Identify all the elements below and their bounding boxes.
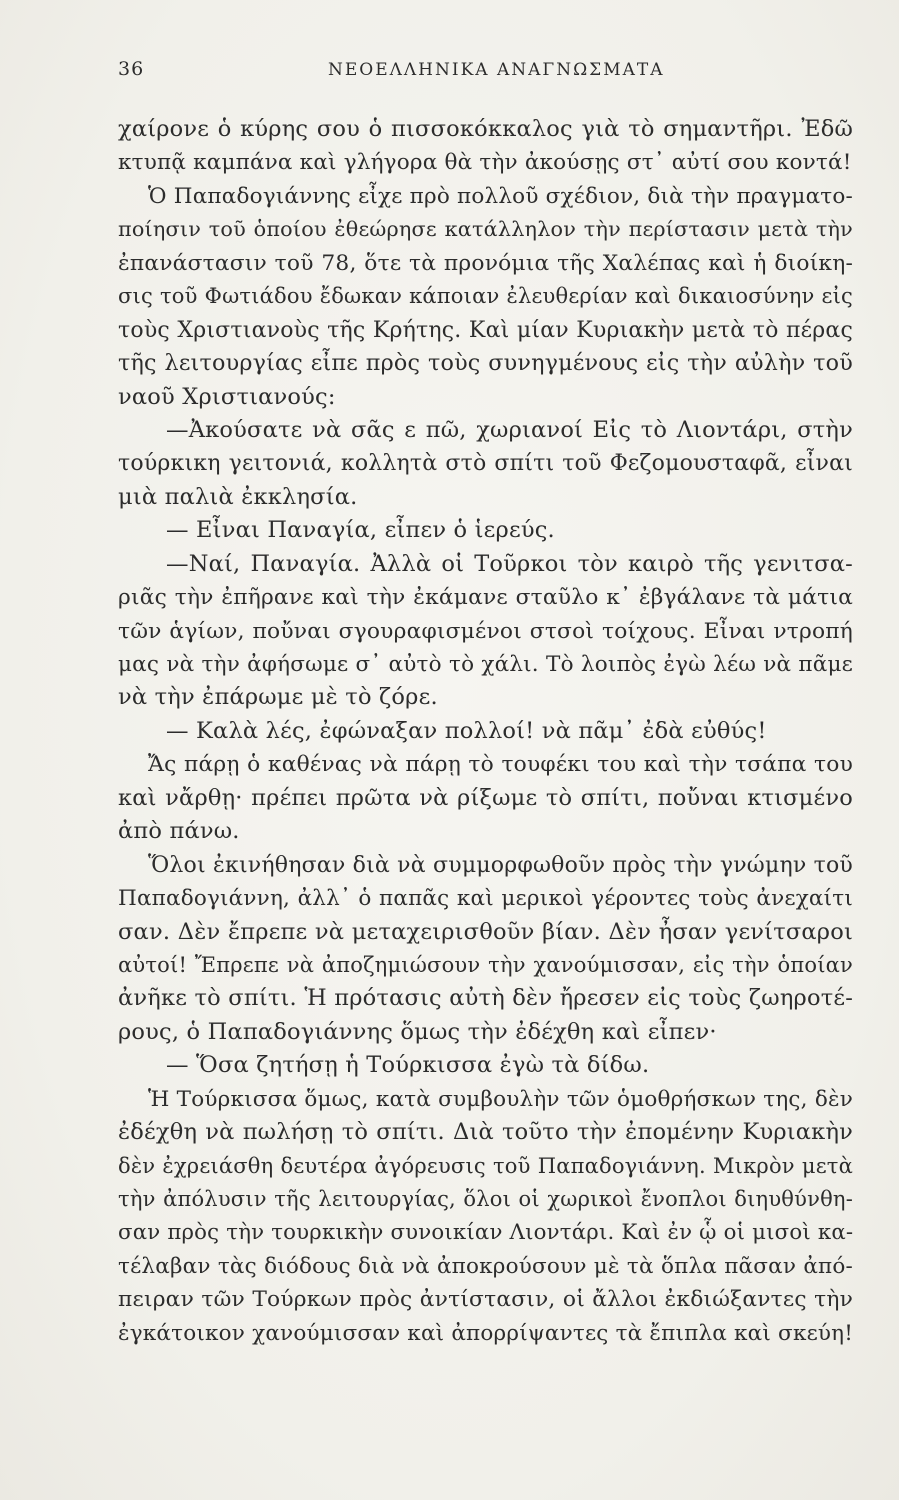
page-header xyxy=(118,58,839,88)
text-line: ἀπὸ πάνω. xyxy=(118,818,240,845)
text-line: αὐτοί! Ἔπρεπε νὰ ἀποζημιώσουν τὴν χανούμισσαν, εἰς τὴν ὁποίαν xyxy=(118,952,853,977)
text-line: ρους, ὁ Παπαδογιάννης ὅμως τὴν ἐδέχθη καὶ εἶπεν· xyxy=(118,1018,717,1045)
text-line: τῆς λειτουργίας εἶπε πρὸς τοὺς συνηγμένους εἰς τὴν αὐλὴν τοῦ xyxy=(118,350,853,377)
text-line: —Ἀκούσατε νὰ σᾶς ε πῶ, χωριανοί Εἰς τὸ Λιοντάρι, στὴν xyxy=(166,416,853,443)
text-line: μιὰ παλιὰ ἐκκλησία. xyxy=(118,483,358,510)
text-line: Ὁ Παπαδογιάννης εἶχε πρὸ πολλοῦ σχέδιον, διὰ τὴν πραγματο- xyxy=(148,183,853,209)
text-line: ἀνῆκε τὸ σπίτι. Ἡ πρότασις αὐτὴ δὲν ἤρεσεν εἰς τοὺς ζωηροτέ- xyxy=(118,985,853,1012)
text-line: — Ὅσα ζητήσῃ ἡ Τούρκισσα ἐγὼ τὰ δίδω. xyxy=(166,1052,650,1079)
text-line: ριᾶς τὴν ἐπῆρανε καὶ τὴν ἐκάμανε σταῦλο κ᾿ ἐβγάλανε τὰ μάτια xyxy=(118,585,853,611)
text-line: ἐδέχθη νὰ πωλήσῃ τὸ σπίτι. Διὰ τοῦτο τὴν ἐπομένην Κυριακὴν xyxy=(118,1119,853,1146)
text-line: Ὅλοι ἐκινήθησαν διὰ νὰ συμμορφωθοῦν πρὸς τὴν γνώμην τοῦ xyxy=(148,852,853,878)
text-line: μας νὰ τὴν ἀφήσωμε σ᾿ αὐτὸ τὸ χάλι. Τὸ λοιπὸς ἐγὼ λέω νὰ πᾶμε xyxy=(118,652,853,677)
text-line: τούρκικη γειτονιά, κολλητὰ στὸ σπίτι τοῦ Φεζομουσταφᾶ, εἶναι xyxy=(118,451,853,477)
text-line: τὴν ἀπόλυσιν τῆς λειτουργίας, ὅλοι οἱ χωρικοὶ ἔνοπλοι διηυθύνθη- xyxy=(118,1187,853,1211)
text-line: ποίησιν τοῦ ὁποίου ἐθεώρησε κατάλληλον τὴν περίστασιν μετὰ τὴν xyxy=(118,217,853,242)
text-line: σις τοῦ Φωτιάδου ἔδωκαν κάποιαν ἐλευθερίαν καὶ δικαιοσύνην εἰς xyxy=(118,284,853,309)
text-line: τέλαβαν τὰς διόδους διὰ νὰ ἀποκρούσουν μὲ τὰ ὅπλα πᾶσαν ἀπό- xyxy=(118,1253,853,1279)
page-number: 36 xyxy=(118,58,145,80)
text-line: Ἄς πάρῃ ὁ καθένας νὰ πάρῃ τὸ τουφέκι του καὶ τὴν τσάπα του xyxy=(148,752,853,778)
text-line: δὲν ἐχρειάσθη δευτέρα ἀγόρευσις τοῦ Παπαδογιάννη. Μικρὸν μετὰ xyxy=(118,1153,853,1178)
text-line: κτυπᾷ καμπάνα καὶ γλήγορα θὰ τὴν ἀκούσῃς στ᾿ αὐτί σου κοντά! xyxy=(118,150,852,176)
text-line: σαν πρὸς τὴν τουρκικὴν συνοικίαν Λιοντάρι. Καὶ ἐν ᾧ οἱ μισοὶ κα- xyxy=(118,1220,854,1246)
text-line: σαν. Δὲν ἔπρεπε νὰ μεταχειρισθοῦν βίαν. Δὲν ἦσαν γενίτσαροι xyxy=(118,918,853,945)
text-line: νὰ τὴν ἐπάρωμε μὲ τὸ ζόρε. xyxy=(118,684,438,711)
text-line: ναοῦ Χριστιανούς: xyxy=(118,383,336,410)
text-line: Παπαδογιάννη, ἀλλ᾿ ὁ παπᾶς καὶ μερικοὶ γέροντες τοὺς ἀνεχαίτι xyxy=(118,886,853,912)
text-line: πειραν τῶν Τούρκων πρὸς ἀντίστασιν, οἱ ἄλλοι ἐκδιώξαντες τὴν xyxy=(118,1287,853,1313)
body-text xyxy=(118,113,853,1350)
running-title: ΝΕΟΕΛΛΗΝΙΚΑ ΑΝΑΓΝΩΣΜΑΤΑ xyxy=(328,60,665,80)
text-line: καὶ νἄρθῃ· πρέπει πρῶτα νὰ ρίξωμε τὸ σπίτι, ποὔναι κτισμένο xyxy=(118,784,853,811)
text-line: ἐγκάτοικον χανούμισσαν καὶ ἀπορρίψαντες τὰ ἔπιπλα καὶ σκεύη! xyxy=(118,1320,854,1346)
text-line: τοὺς Χριστιανοὺς τῆς Κρήτης. Καὶ μίαν Κυριακὴν μετὰ τὸ πέρας xyxy=(118,317,853,343)
text-line: ἐπανάστασιν τοῦ 78, ὅτε τὰ προνόμια τῆς Χαλέπας καὶ ἡ διοίκη- xyxy=(118,250,853,276)
text-line: — Εἶναι Παναγία, εἶπεν ὁ ἱερεύς. xyxy=(166,517,555,544)
text-line: — Καλὰ λές, ἐφώναξαν πολλοί! νὰ πᾶμ᾿ ἐδὰ εὐθύς! xyxy=(166,717,767,744)
text-line: χαίρονε ὁ κύρης σου ὁ πισσοκόκκαλος γιὰ τὸ σημαντῆρι. Ἐδῶ xyxy=(118,116,853,142)
text-line: τῶν ἁγίων, ποὔναι σγουραφισμένοι στσοὶ τοίχους. Εἶναι ντροπή xyxy=(118,618,853,644)
text-line: —Ναί, Παναγία. Ἀλλὰ οἱ Τοῦρκοι τὸν καιρὸ τῆς γενιτσα- xyxy=(166,550,853,577)
text-line: Ἡ Τούρκισσα ὅμως, κατὰ συμβουλὴν τῶν ὁμοθρήσκων της, δὲν xyxy=(148,1086,853,1112)
